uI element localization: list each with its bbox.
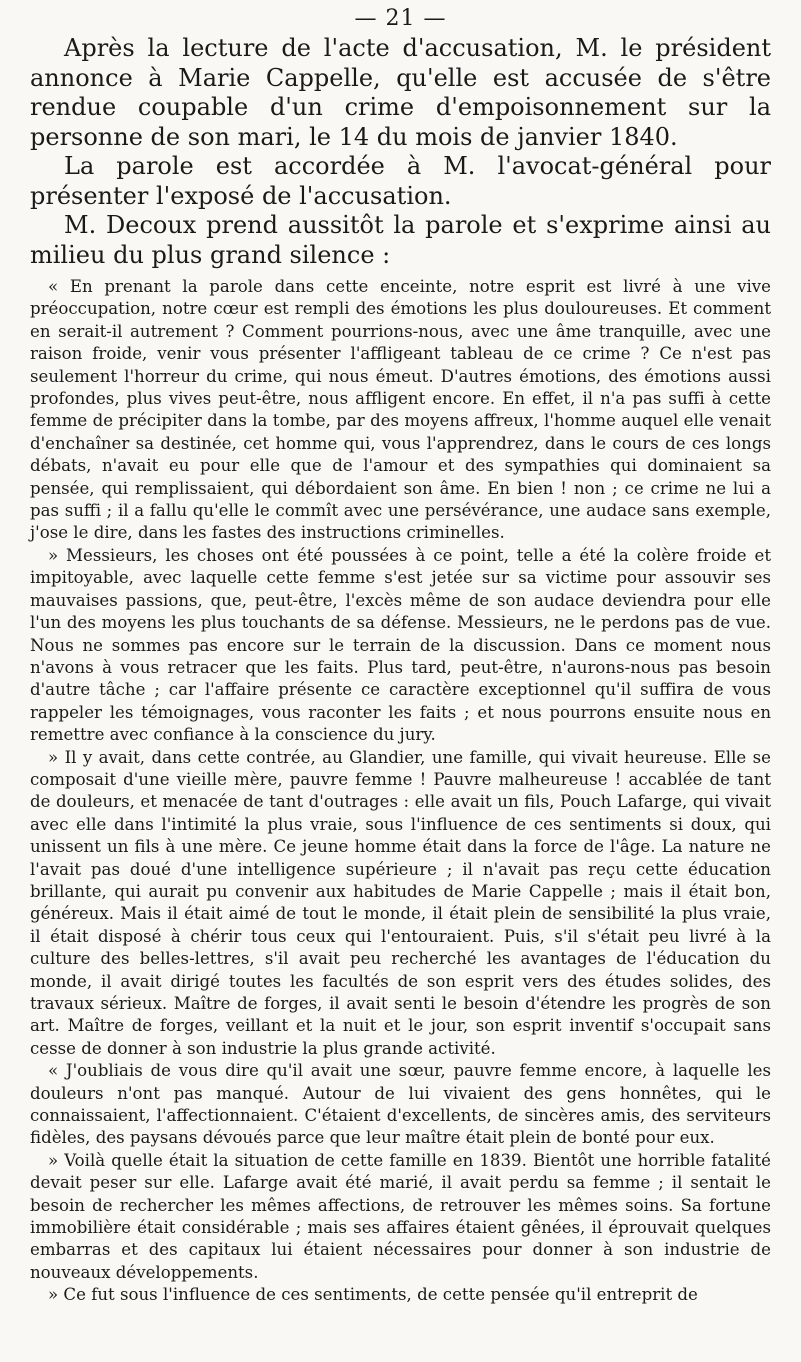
lead-paragraph-announcement: Après la lecture de l'acte d'accusation, M. le président annonce à Marie Cappelle, qu'elle est accusée de s'être rendue coupable d'un crime d'empoisonnement sur la personne de son mari, le 14 du mois de janvier 1840. [30,34,771,151]
speech-paragraph-sister: « J'oubliais de vous dire qu'il avait une sœur, pauvre femme encore, à laquelle les douleurs n'ont pas manqué. Autour de lui vivaient des gens honnêtes, qui le connaissaient, l'affectionnaient. C'étaient d'excellents, de sincères amis, des serviteurs fidèles, des paysans dévoués parce que leur maître était plein de bonté pour eux. [30,1061,771,1148]
speech-paragraph-family: » Il y avait, dans cette contrée, au Glandier, une famille, qui vivait heureuse. Elle se composait d'une vieille mère, pauvre femme ! Pauvre malheureuse ! accablée de tant de douleurs, et menacée de tant d'outrages : elle avait un fils, Pouch Lafarge, qui vivait avec elle dans l'intimité la plus vraie, sous l'influence de ces sentiments si doux, qui unissent un fils à une mère. Ce jeune homme était dans la force de l'âge. La nature ne l'avait pas doué d'une intelligence supérieure ; il n'avait pas reçu cette éducation brillante, qui aurait pu convenir aux habitudes de Marie Cappelle ; mais il était bon, généreux. Mais il était aimé de tout le monde, il était plein de sensibilité la plus vraie, il était disposé à chérir tous ceux qui l'entouraient. Puis, s'il s'était peu livré à la culture des belles-lettres, s'il avait peu recherché les avantages de l'éducation du monde, il avait dirigé toutes les facultés de son esprit vers des études solides, des travaux sérieux. Maître de forges, il avait senti le besoin d'étendre les progrès de son art. Maître de forges, veillant et la nuit et le jour, son esprit inventif s'occupait sans cesse de donner à son industrie la plus grande activité. [30,747,771,1058]
lead-paragraph-decoux: M. Decoux prend aussitôt la parole et s'exprime ainsi au milieu du plus grand silence : [30,211,771,269]
speech-paragraph-influence: » Ce fut sous l'influence de ces sentiments, de cette pensée qu'il entreprit de [48,1285,698,1305]
speech-paragraph-messieurs: » Messieurs, les choses ont été poussées à ce point, telle a été la colère froide et impitoyable, avec laquelle cette femme s'est jetée sur sa victime pour assouvir ses mauvaises passions, que, peut-être, l'excès même de son audace deviendra pour elle l'un des moyens les plus touchants de sa défense. Messieurs, ne le perdons pas de vue. Nous ne sommes pas encore sur le terrain de la discussion. Dans ce moment nous n'avons à vous retracer que les faits. Plus tard, peut-être, n'aurons-nous pas besoin d'autre tâche ; car l'affaire présente ce caractère exceptionnel qu'il suffira de vous rappeler les témoignages, vous raconter les faits ; et nous pourrons ensuite nous en remettre avec confiance à la conscience du jury. [30,545,771,745]
speech-paragraph-opening: « En prenant la parole dans cette enceinte, notre esprit est livré à une vive préoccupation, notre cœur est rempli des émotions les plus douloureuses. Et comment en serait-il autrement ? Comment pourrions-nous, avec une âme tranquille, avec une raison froide, venir vous présenter l'affligeant tableau de ce crime ? Ce n'est pas seulement l'horreur du crime, qui nous émeut. D'autres émotions, des émotions aussi profondes, plus vives peut-être, nous affligent encore. En effet, il n'a pas suffi à cette femme de précipiter dans la tombe, par des moyens affreux, l'homme auquel elle venait d'enchaîner sa destinée, cet homme qui, vous l'apprendrez, dans le cours de ces longs débats, n'avait eu pour elle que de l'amour et des sympathies qui dominaient sa pensée, qui remplissaient, qui débordaient son âme. En bien ! non ; ce crime ne lui a pas suffi ; il a fallu qu'elle le commît avec une persévérance, une audace sans exemple, j'ose le dire, dans les fastes des instructions criminelles. [30,277,771,543]
lead-paragraph-parole: La parole est accordée à M. l'avocat-général pour présenter l'exposé de l'accusation. [30,152,771,210]
speech-paragraph-situation: » Voilà quelle était la situation de cette famille en 1839. Bientôt une horrible fatalité devait peser sur elle. Lafarge avait été marié, il avait perdu sa femme ; il sentait le besoin de rechercher les mêmes affections, de retrouver les mêmes soins. Sa fortune immobilière était considérable ; mais ses affaires étaient gênées, il éprouvait quelques embarras et des capitaux lui étaient nécessaires pour donner à son industrie de nouveaux développements. [30,1150,771,1282]
page-number: — 21 — [354,6,447,31]
